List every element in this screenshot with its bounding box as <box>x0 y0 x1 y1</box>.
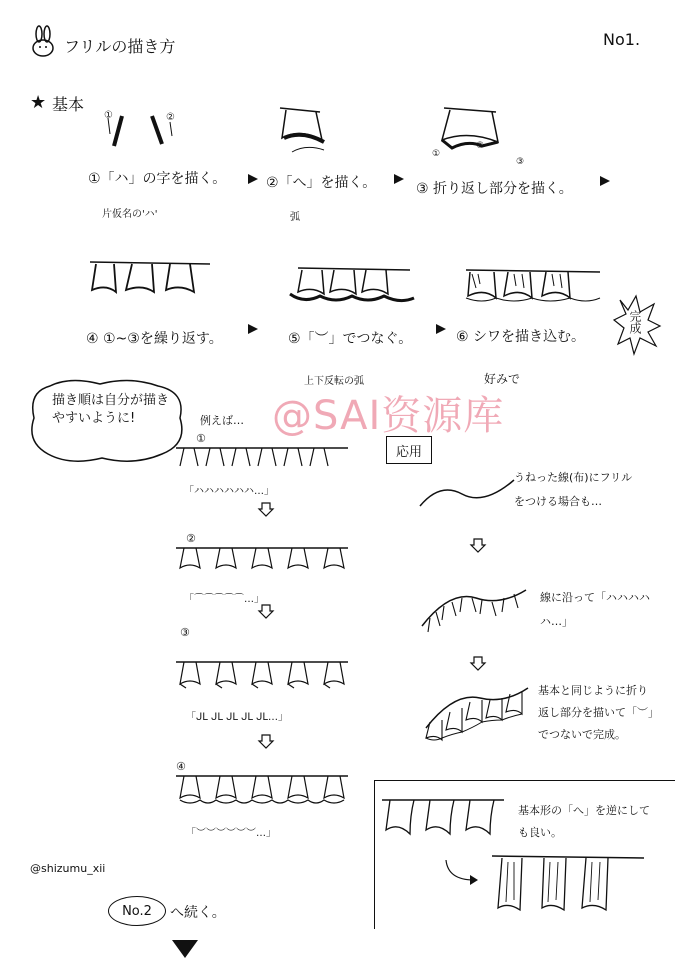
arrow-right-icon <box>434 322 448 336</box>
step6-note: 好みで <box>484 372 521 386</box>
example-step1-drawing <box>176 446 356 476</box>
speech-bubble-text: 描き順は自分が描きやすいように! <box>52 393 170 426</box>
star-icon: ★ <box>30 92 47 113</box>
arrow-right-icon <box>246 322 260 336</box>
step6-drawing <box>462 266 602 316</box>
step2-drawing <box>272 100 352 160</box>
step2-note: 弧 <box>290 212 300 223</box>
applied-wave-drawing <box>418 476 518 516</box>
example-step2-drawing <box>176 546 356 578</box>
arrow-down-icon <box>258 734 274 750</box>
page-number: No1. <box>603 30 641 49</box>
example-step-number: ① <box>196 432 206 445</box>
step4-drawing <box>90 258 220 308</box>
watermark: @SAI资源库 <box>272 393 505 439</box>
svg-text:①: ① <box>432 149 441 159</box>
svg-text:①: ① <box>104 110 113 121</box>
example-step-number: ③ <box>180 626 190 639</box>
arrow-down-icon <box>258 604 274 620</box>
step5-text: ⑤「︶」でつなぐ。 <box>288 331 413 347</box>
example-caption: 「⌒⌒⌒⌒⌒…」 <box>184 594 264 605</box>
variant-result-drawing <box>490 852 650 922</box>
section-basic-label: 基本 <box>52 95 85 114</box>
applied-text-4: 基本形の「へ」を逆にしても良い。 <box>518 804 650 839</box>
arrow-right-icon <box>598 174 612 188</box>
arrow-right-icon <box>246 172 260 186</box>
step5-note: 上下反転の弧 <box>304 376 364 387</box>
applied-step2-drawing <box>420 586 530 636</box>
step1-drawing <box>100 108 180 158</box>
example-caption: 「ハハハハハハ…」 <box>184 486 274 497</box>
example-caption: 「ᒍᒪ ᒍᒪ ᒍᒪ ᒍᒪ ᒍᒪ…」 <box>186 712 288 723</box>
applied-step3-drawing <box>424 684 534 744</box>
example-step4-drawing <box>176 774 356 808</box>
step1-text: ①「ハ」の字を描く。 <box>88 171 227 187</box>
applied-label: 応用 <box>386 436 432 464</box>
arrow-right-icon <box>392 172 406 186</box>
continue-text: へ続く。 <box>170 905 226 921</box>
step1-note: 片仮名の'ハ' <box>102 209 158 220</box>
applied-text-3: 基本と同じように折り返し部分を描いて「︶」でつないで完成。 <box>538 684 654 741</box>
svg-text:③: ③ <box>516 157 525 167</box>
applied-text-2: 線に沿って「ハハハハハ…」 <box>540 591 650 628</box>
example-step-number: ② <box>186 532 196 545</box>
continue-page-badge[interactable]: No.2 <box>108 896 166 926</box>
variant-inverted-drawing <box>380 796 510 852</box>
step2-text: ②「へ」を描く。 <box>266 175 377 191</box>
svg-text:②: ② <box>476 141 485 151</box>
done-label: 完成 <box>628 310 642 334</box>
example-label: 例えば… <box>200 414 244 427</box>
step3-text: ③ 折り返し部分を描く。 <box>416 181 573 197</box>
arrow-down-icon <box>470 656 486 672</box>
example-step3-drawing <box>176 660 356 692</box>
step4-text: ④ ①~③を繰り返す。 <box>86 331 223 347</box>
rabbit-icon <box>30 26 56 58</box>
example-step-number: ④ <box>176 760 186 773</box>
arrow-down-icon <box>172 940 198 960</box>
arrow-down-icon <box>470 538 486 554</box>
svg-text:②: ② <box>166 112 175 123</box>
arrow-down-icon <box>258 502 274 518</box>
author-handle: @shizumu_xii <box>30 862 106 875</box>
applied-text-1: うねった線(布)にフリルをつける場合も… <box>514 471 633 508</box>
step3-drawing <box>432 100 532 170</box>
example-caption: 「︶︶︶︶︶︶…」 <box>186 828 276 839</box>
page-title: フリルの描き方 <box>64 37 176 56</box>
variant-arrow <box>444 858 484 888</box>
step5-drawing <box>290 264 420 314</box>
step6-text: ⑥ シワを描き込む。 <box>456 329 586 345</box>
